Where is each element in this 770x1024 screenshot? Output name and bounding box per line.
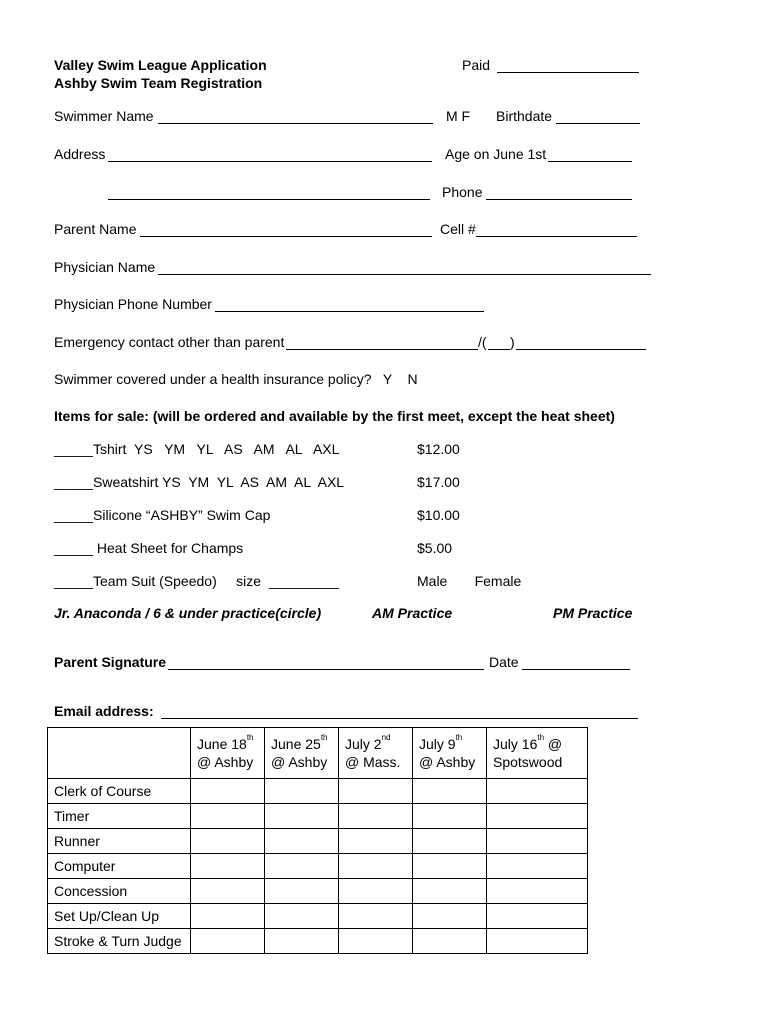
column-date-suffix: nd [381,733,391,742]
address-field-1[interactable] [108,161,432,162]
table-row [48,904,588,929]
signup-cell[interactable] [413,879,487,904]
table-row [48,929,588,954]
address-field-2[interactable] [108,199,430,200]
cell-field[interactable] [476,236,637,237]
items-heading: Items for sale: (will be ordered and available by the first meet, except the heat sheet) [54,408,615,424]
column-date-suffix: th [455,733,463,742]
form-subtitle: Ashby Swim Team Registration [54,75,263,91]
signup-cell[interactable] [339,829,413,854]
form-title: Valley Swim League Application [54,57,267,73]
date-label: Date [489,654,519,670]
jr-anaconda-practice: Jr. Anaconda / 6 & under practice(circle) [54,605,322,621]
table-row [48,779,588,804]
item-price: $12.00 [417,441,460,457]
signup-cell[interactable] [339,804,413,829]
signup-cell[interactable] [265,854,339,879]
signup-cell[interactable] [487,904,588,929]
item-qty-blank[interactable]: _____ [54,441,93,457]
item-label: Sweatshirt YS YM YL AS AM AL AXL [93,474,345,490]
signup-cell[interactable] [413,829,487,854]
signup-cell[interactable] [265,904,339,929]
column-header-date [413,728,487,754]
age-field[interactable] [548,161,632,162]
item-qty-blank[interactable]: _____ [54,474,93,490]
table-corner-cell [48,728,191,779]
suit-gender-options[interactable]: Male Female [417,573,522,589]
date-field[interactable] [522,669,630,670]
pm-practice-option[interactable]: PM Practice [553,605,633,621]
signup-cell[interactable] [339,779,413,804]
item-price: $5.00 [417,540,453,556]
signup-cell[interactable] [487,804,588,829]
column-header-location: @ Mass. [339,753,413,779]
signup-cell[interactable] [487,829,588,854]
gender-options[interactable]: M F [446,108,471,124]
signup-cell[interactable] [191,929,265,954]
item-price: $10.00 [417,507,460,523]
column-date-text: June 18 [197,736,247,752]
volunteer-table [47,727,588,954]
column-header-date [339,728,413,754]
parent-name-field[interactable] [140,236,432,237]
swimmer-name-field[interactable] [158,123,433,124]
insurance-question[interactable]: Swimmer covered under a health insurance policy? Y N [54,371,418,387]
physician-phone-label: Physician Phone Number [54,296,212,312]
address-label: Address [54,146,106,162]
signup-cell[interactable] [413,804,487,829]
email-label: Email address: [54,703,154,719]
row-label: Set Up/Clean Up [48,904,191,929]
column-date-suffix: th [537,733,545,742]
item-label: Heat Sheet for Champs [93,540,244,556]
column-header-date [265,728,339,754]
parent-name-label: Parent Name [54,221,137,237]
column-date-text: July 16 [493,736,538,752]
emergency-label: Emergency contact other than parent [54,334,285,350]
table-row [48,879,588,904]
signup-cell[interactable] [191,854,265,879]
paid-label: Paid [462,57,491,73]
table-row [48,829,588,854]
row-label: Timer [48,804,191,829]
paid-field[interactable] [497,72,639,73]
signup-cell[interactable] [413,779,487,804]
row-label: Computer [48,854,191,879]
swimmer-name-label: Swimmer Name [54,108,154,124]
row-label: Stroke & Turn Judge [48,929,191,954]
signup-cell[interactable] [191,904,265,929]
emergency-separator: /( [478,334,487,350]
column-date-text: July 9 [419,736,456,752]
column-header-date [487,728,588,754]
signup-cell[interactable] [339,929,413,954]
item-label: Tshirt YS YM YL AS AM AL AXL [93,441,340,457]
signup-cell[interactable] [339,854,413,879]
column-date-suffix: th [320,733,328,742]
column-header-location: Spotswood [487,753,588,779]
column-header-location: @ Ashby [265,753,339,779]
signup-cell[interactable] [413,929,487,954]
column-date-text: June 25 [271,736,321,752]
row-label: Clerk of Course [48,779,191,804]
column-date-text: July 2 [345,736,382,752]
signup-cell[interactable] [191,779,265,804]
signup-cell[interactable] [265,779,339,804]
row-label: Runner [48,829,191,854]
emergency-paren: ) [510,334,515,350]
physician-name-field[interactable] [158,274,651,275]
physician-name-label: Physician Name [54,259,156,275]
signup-cell[interactable] [487,779,588,804]
signup-cell[interactable] [265,929,339,954]
signup-cell[interactable] [191,879,265,904]
item-qty-blank[interactable]: _____ [54,573,93,589]
column-header-location: @ Ashby [191,753,265,779]
signup-cell[interactable] [191,829,265,854]
table-header-row [48,728,588,754]
parent-signature-field[interactable] [168,669,484,670]
signup-cell[interactable] [265,879,339,904]
item-label: Silicone “ASHBY” Swim Cap [93,507,271,523]
column-header-location: @ Ashby [413,753,487,779]
phone-label: Phone [442,184,483,200]
parent-signature-label: Parent Signature [54,654,167,670]
item-qty-blank[interactable]: _____ [54,507,93,523]
row-label: Concession [48,879,191,904]
birthdate-field[interactable] [556,123,640,124]
column-date-suffix: th [246,733,254,742]
signup-cell[interactable] [339,904,413,929]
emergency-name-field[interactable] [286,349,478,350]
signup-cell[interactable] [487,854,588,879]
physician-phone-field[interactable] [215,311,484,312]
email-field[interactable] [161,718,638,719]
column-header-date [191,728,265,754]
item-label: Team Suit (Speedo) size _________ [93,573,339,589]
emergency-phone-field[interactable] [516,349,646,350]
signup-cell[interactable] [487,879,588,904]
signup-cell[interactable] [265,829,339,854]
column-date-after: @ [544,736,563,752]
signup-cell[interactable] [487,929,588,954]
birthdate-label: Birthdate [496,108,553,124]
signup-cell[interactable] [191,804,265,829]
emergency-area-code-field[interactable] [488,349,510,350]
cell-label: Cell # [440,221,476,237]
item-price: $17.00 [417,474,460,490]
signup-cell[interactable] [413,854,487,879]
item-qty-blank[interactable]: _____ [54,540,93,556]
signup-cell[interactable] [413,904,487,929]
age-label: Age on June 1st [445,146,547,162]
table-row [48,854,588,879]
phone-field[interactable] [486,199,632,200]
signup-cell[interactable] [265,804,339,829]
table-row [48,804,588,829]
signup-cell[interactable] [339,879,413,904]
am-practice-option[interactable]: AM Practice [372,605,453,621]
